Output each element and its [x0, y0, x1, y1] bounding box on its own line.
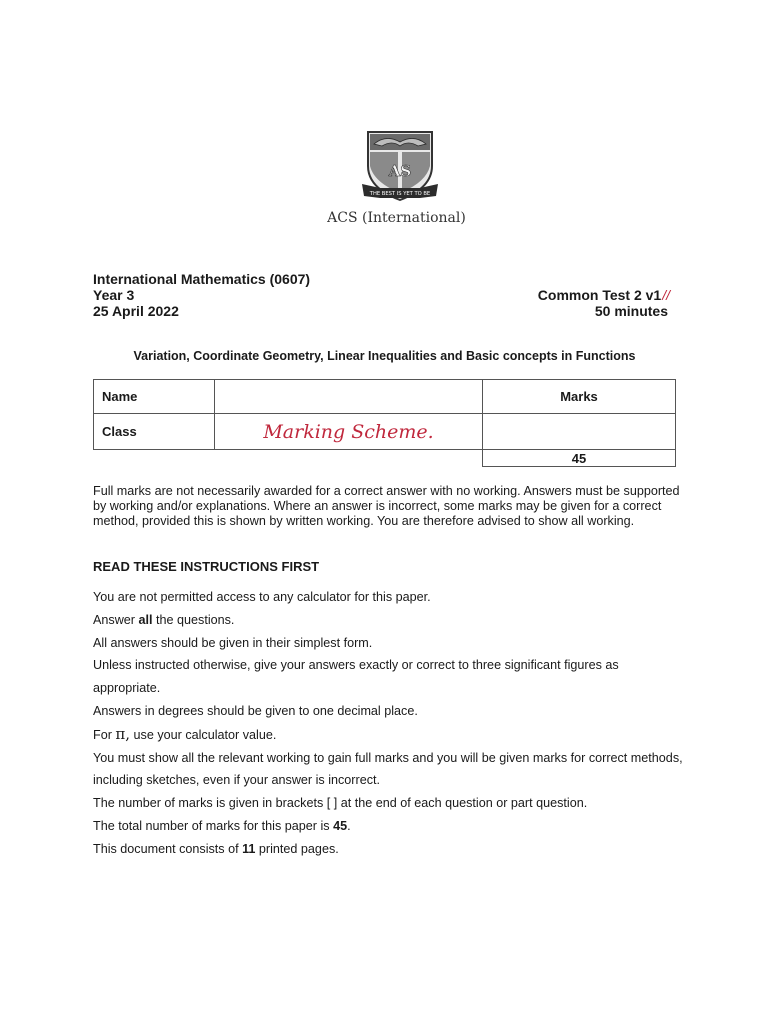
name-label: Name [94, 380, 215, 414]
instruction-pi: For π, use your calculator value. [93, 724, 277, 743]
total-marks: 45 [483, 450, 676, 467]
header-year: Year 3 [93, 287, 135, 303]
class-label: Class [94, 414, 215, 450]
handwritten-marking-scheme: Marking Scheme. [263, 420, 434, 443]
instruction-significant-figures: Unless instructed otherwise, give your answers exactly or correct to three significant figures as appropriate. [93, 658, 619, 696]
instruction-marks-brackets: The number of marks is given in brackets [ ] at the end of each question or part question. [93, 796, 588, 811]
working-notice: Full marks are not necessarily awarded for a correct answer with no working. Answers must be supported by working and/or explanations. Where an answer is incorrect, some marks may be given for a correct method, provided this is shown by written working. You are therefore advised to show all working. [93, 484, 680, 528]
marks-score-field[interactable] [483, 414, 676, 450]
instructions-list [93, 586, 683, 861]
header-duration: 50 minutes [594, 303, 668, 319]
instruction-show-working: You must show all the relevant working to gain full marks and you will be given marks for correct methods, including sketches, even if your answer is incorrect. [93, 750, 683, 788]
crest-motto: THE BEST IS YET TO BE [369, 191, 431, 197]
header-subject: International Mathematics (0607) [93, 271, 311, 287]
instruction-degrees: Answers in degrees should be given to one decimal place. [93, 703, 418, 718]
instruction-total-marks: The total number of marks for this paper is 45. [93, 818, 351, 833]
header-date: 25 April 2022 [93, 303, 179, 319]
class-field[interactable] [215, 414, 483, 450]
instruction-simplest-form: All answers should be given in their simplest form. [93, 635, 373, 650]
header-test [520, 287, 670, 303]
test-name: Common Test 2 v1 [537, 287, 662, 303]
test-annotation: // [662, 287, 670, 303]
instruction-answer-all: Answer all the questions. [93, 612, 235, 627]
instruction-pages: This document consists of 11 printed pages. [93, 841, 339, 856]
instructions-heading: READ THESE INSTRUCTIONS FIRST [93, 559, 320, 574]
topic-title: Variation, Coordinate Geometry, Linear Inequalities and Basic concepts in Functions [133, 349, 636, 363]
school-name: ACS (International) [327, 210, 466, 226]
name-field[interactable] [215, 380, 483, 414]
crest-emblem-letters: AS [388, 162, 412, 180]
cover-table [93, 379, 676, 467]
school-crest-logo [360, 126, 440, 206]
instruction-calculator: You are not permitted access to any calculator for this paper. [93, 590, 431, 604]
marks-label: Marks [483, 380, 676, 414]
